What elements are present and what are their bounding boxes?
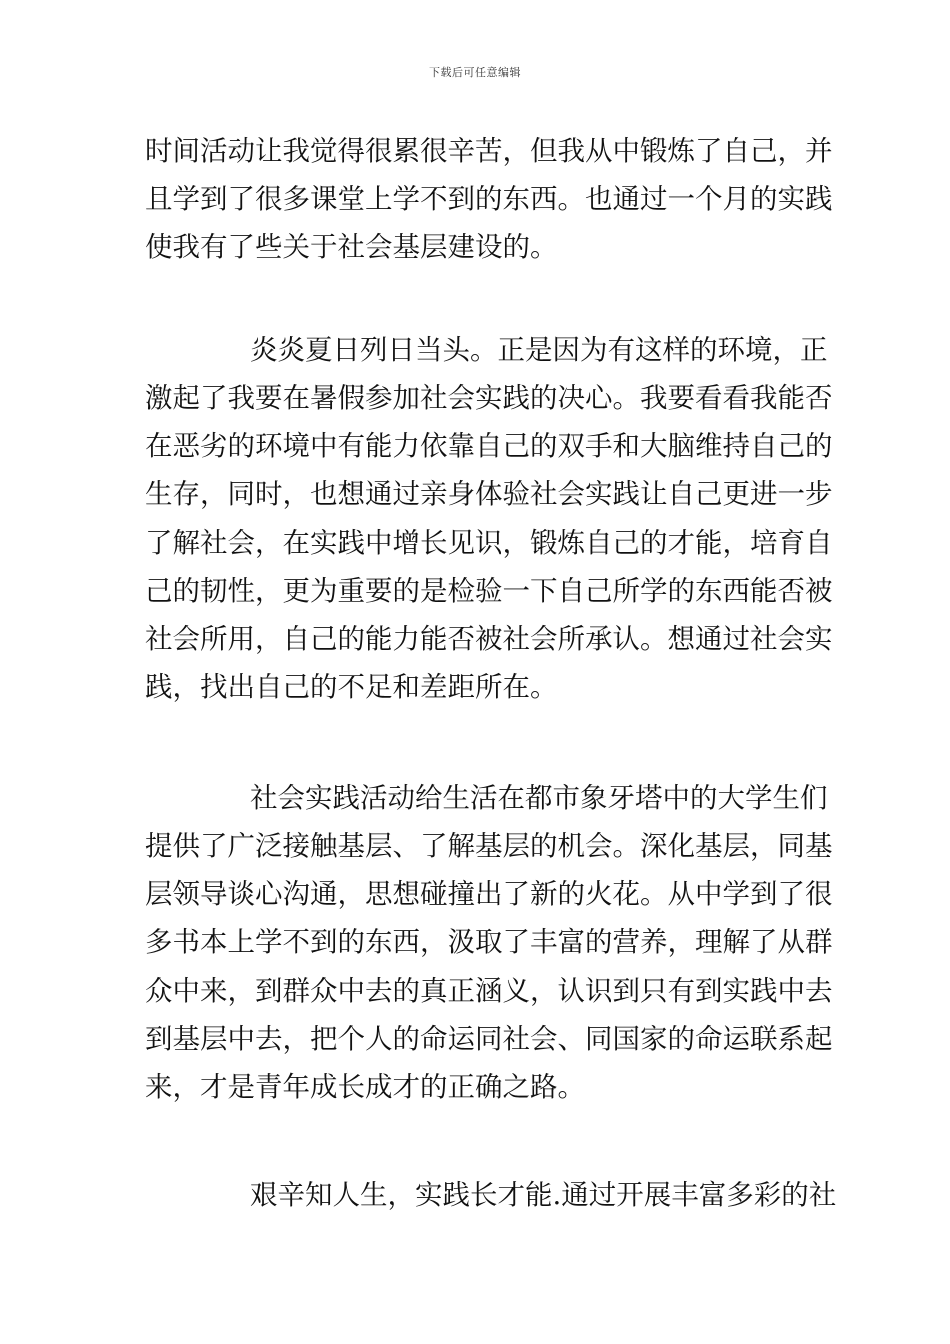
paragraph-3-line-5: 众中来，到群众中去的真正涵义，认识到只有到实践中去 [145, 975, 833, 1007]
paragraph-2-line-7: 社会所用，自己的能力能否被社会所承认。想通过社会实 [145, 623, 833, 655]
paragraph-4-line-1: 艰辛知人生，实践长才能.通过开展丰富多彩的社 [250, 1179, 837, 1211]
paragraph-2-line-3: 在恶劣的环境中有能力依靠自己的双手和大脑维持自己的 [145, 430, 833, 462]
paragraph-2-line-8: 践，找出自己的不足和差距所在。 [145, 671, 558, 703]
paragraph-3-line-6: 到基层中去，把个人的命运同社会、同国家的命运联系起 [145, 1023, 833, 1055]
paragraph-2-line-1: 炎炎夏日列日当头。正是因为有这样的环境，正 [250, 334, 828, 366]
paragraph-3-line-7: 来，才是青年成长成才的正确之路。 [145, 1071, 585, 1103]
paragraph-3-line-3: 层领导谈心沟通，思想碰撞出了新的火花。从中学到了很 [145, 878, 833, 910]
paragraph-2-line-2: 激起了我要在暑假参加社会实践的决心。我要看看我能否 [145, 382, 833, 414]
paragraph-1-line-1: 时间活动让我觉得很累很辛苦，但我从中锻炼了自己，并 [145, 135, 833, 167]
paragraph-3-line-4: 多书本上学不到的东西，汲取了丰富的营养，理解了从群 [145, 926, 833, 958]
paragraph-3-line-1: 社会实践活动给生活在都市象牙塔中的大学生们 [250, 782, 828, 814]
paragraph-1-line-3: 使我有了些关于社会基层建设的。 [145, 231, 558, 263]
paragraph-3-line-2: 提供了广泛接触基层、了解基层的机会。深化基层，同基 [145, 830, 833, 862]
paragraph-1-line-2: 且学到了很多课堂上学不到的东西。也通过一个月的实践 [145, 183, 833, 215]
paragraph-2-line-6: 己的韧性，更为重要的是检验一下自己所学的东西能否被 [145, 575, 833, 607]
paragraph-2-line-5: 了解社会，在实践中增长见识，锻炼自己的才能，培育自 [145, 527, 833, 559]
header-note: 下载后可任意编辑 [429, 66, 521, 79]
paragraph-2-line-4: 生存，同时，也想通过亲身体验社会实践让自己更进一步 [145, 478, 833, 510]
